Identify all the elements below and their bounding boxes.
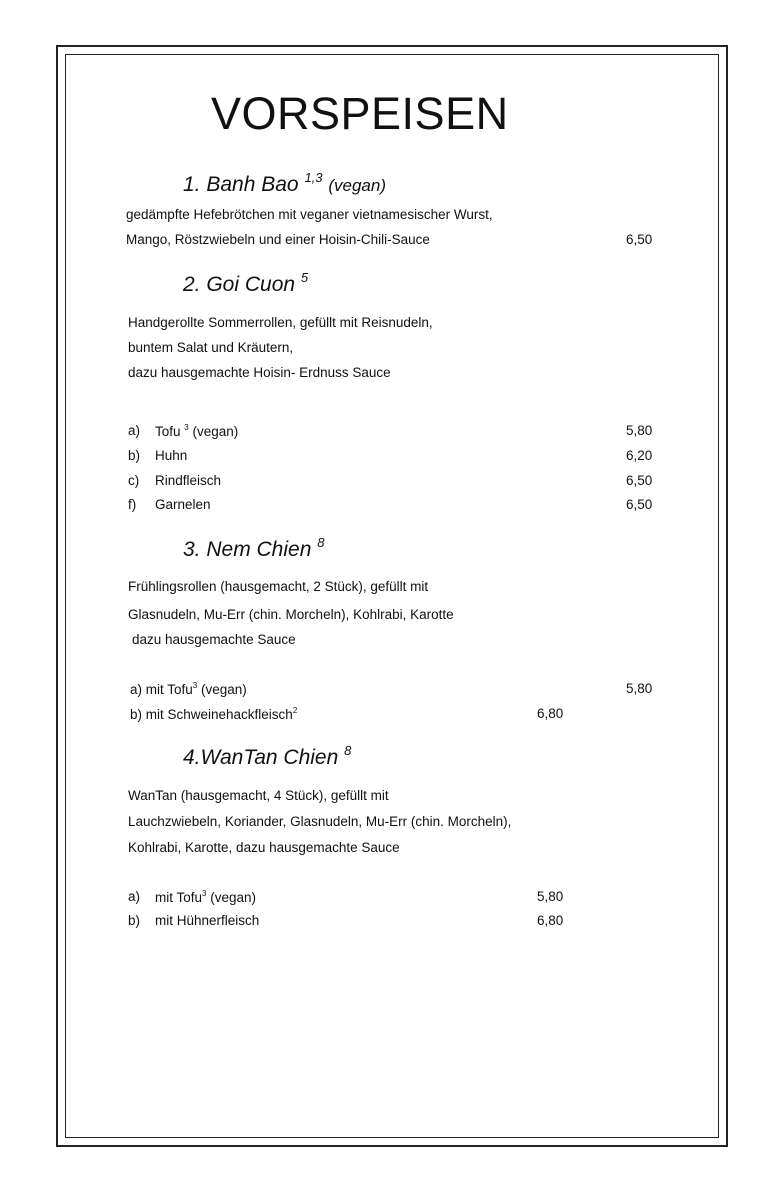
dish-description-line: Lauchzwiebeln, Koriander, Glasnudeln, Mu-Err (chin. Morcheln), [128, 814, 512, 829]
dish-description-line: dazu hausgemachte Sauce [132, 632, 296, 647]
option-letter: a) [128, 889, 141, 904]
option-name: b) mit Schweinehackfleisch$^2$ [130, 706, 298, 722]
option-price: 6,80 [537, 913, 564, 928]
option-name: a) mit Tofu$^3$ (vegan) [130, 681, 247, 697]
dish-price: 6,50 [626, 232, 653, 247]
option-price: 6,50 [626, 473, 653, 488]
dish-description-line: Mango, Röstzwiebeln und einer Hoisin-Chili-Sauce [126, 232, 430, 247]
dish-description-line: gedämpfte Hefebrötchen mit veganer vietnamesischer Wurst, [126, 207, 493, 222]
dish-description-line: buntem Salat und Kräutern, [128, 340, 294, 355]
dish-title-wantan-chien: 4.WanTan Chien $^8$ [183, 743, 352, 769]
option-letter: f) [128, 497, 137, 512]
dish-description-line: WanTan (hausgemacht, 4 Stück), gefüllt mit [128, 788, 389, 803]
option-name: Garnelen [155, 497, 211, 512]
dish-title-goi-cuon: 2. Goi Cuon $^5$ [183, 270, 309, 296]
option-name: Tofu $^3$ (vegan) [155, 423, 239, 439]
option-price: 5,80 [537, 889, 564, 904]
option-name: mit Hühnerfleisch [155, 913, 260, 928]
option-name: mit Tofu$^3$ (vegan) [155, 889, 257, 905]
dish-description-line: Frühlingsrollen (hausgemacht, 2 Stück), gefüllt mit [128, 579, 429, 594]
option-price: 6,20 [626, 448, 653, 463]
option-letter: a) [128, 423, 141, 438]
option-price: 5,80 [626, 423, 653, 438]
option-letter: b) [128, 448, 141, 463]
option-name: Rindfleisch [155, 473, 222, 488]
dish-title-banh-bao: 1. Banh Bao $^{1,3}$ (vegan) [183, 170, 386, 196]
dish-description-line: Handgerollte Sommerrollen, gefüllt mit Reisnudeln, [128, 315, 433, 330]
dish-description-line: dazu hausgemachte Hoisin- Erdnuss Sauce [128, 365, 391, 380]
option-price: 6,80 [537, 706, 564, 721]
dish-description-line: Glasnudeln, Mu-Err (chin. Morcheln), Kohlrabi, Karotte [128, 607, 454, 622]
dish-description-line: Kohlrabi, Karotte, dazu hausgemachte Sauce [128, 840, 400, 855]
option-price: 5,80 [626, 681, 653, 696]
page-title: VORSPEISEN [211, 88, 509, 139]
option-letter: c) [128, 473, 140, 488]
dish-title-nem-chien: 3. Nem Chien $^8$ [183, 535, 325, 561]
option-price: 6,50 [626, 497, 653, 512]
option-name: Huhn [155, 448, 188, 463]
option-letter: b) [128, 913, 141, 928]
